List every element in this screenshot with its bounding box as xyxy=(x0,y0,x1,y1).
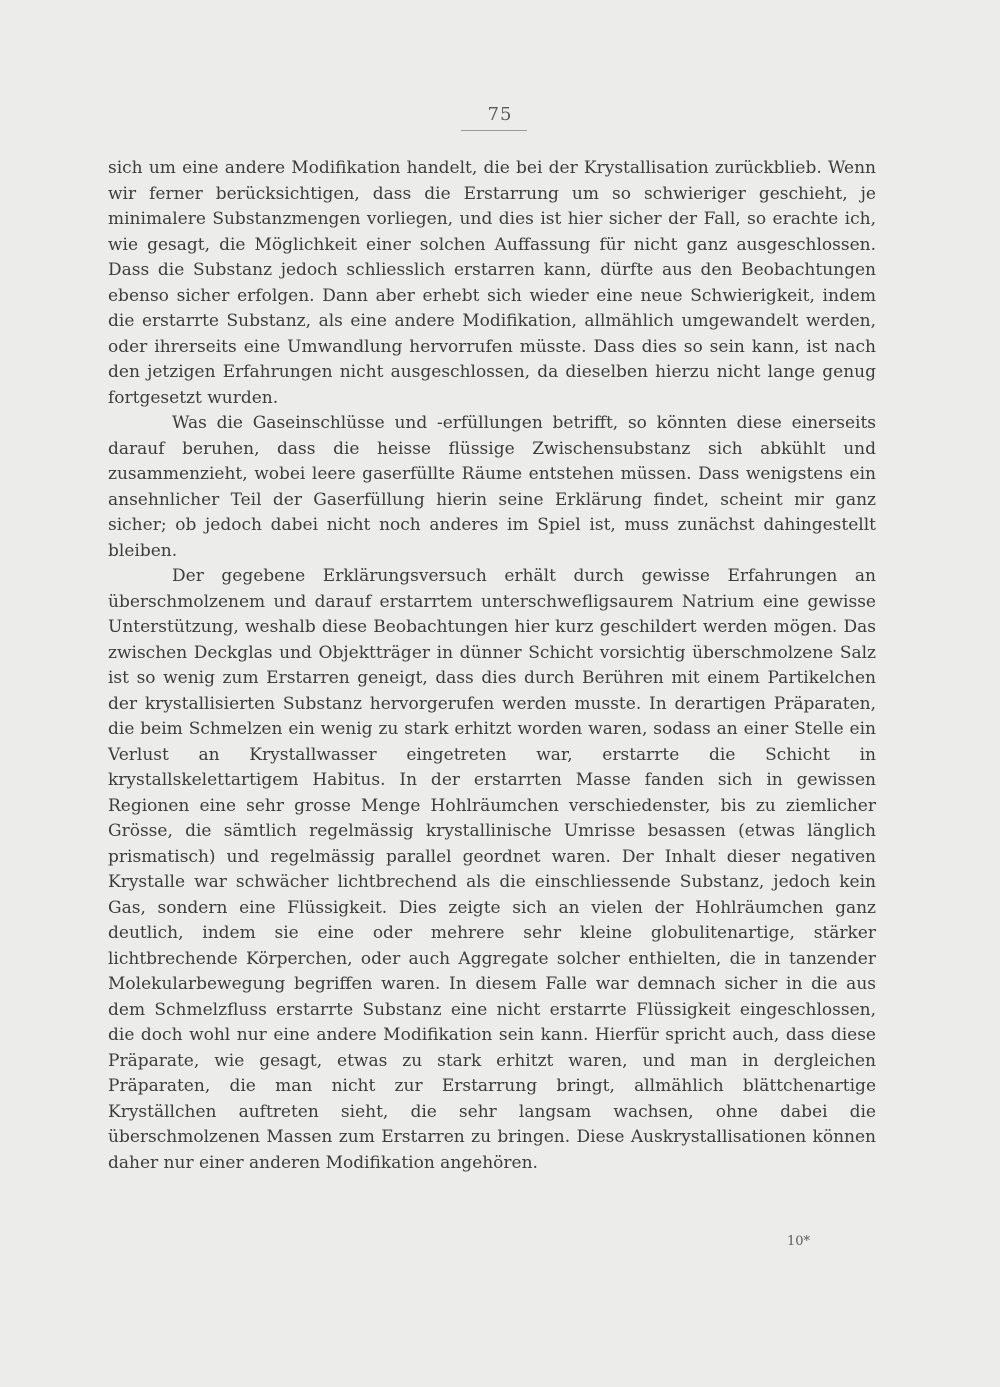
paragraph-2: Was die Gaseinschlüsse und -erfüllungen betrifft, so könnten diese einerseits darauf beruhen, dass die heisse flüssige Zwischensubstanz sich abkühlt und zusammenzieht, wobei leere gaserfüllte Räume entstehen müssen. Dass wenigstens ein ansehnlicher Teil der Gaserfüllung hierin seine Erklärung findet, scheint mir ganz sicher; ob jedoch dabei nicht noch anderes im Spiel ist, muss zunächst dahingestellt bleiben. xyxy=(108,413,876,561)
body-text xyxy=(108,156,876,1176)
signature-mark: 10* xyxy=(787,1234,811,1249)
paragraph-1: sich um eine andere Modifikation handelt, die bei der Krystallisation zurückblieb. Wenn wir ferner berücksichtigen, dass die Erstarrung um so schwieriger geschieht, je minimalere Substanzmengen vorliegen, und dies ist hier sicher der Fall, so erachte ich, wie gesagt, die Möglichkeit einer solchen Auffassung für nicht ganz ausgeschlossen. Dass die Substanz jedoch schliesslich erstarren kann, dürfte aus den Beobachtungen ebenso sicher erfolgen. Dann aber erhebt sich wieder eine neue Schwierigkeit, indem die erstarrte Substanz, als eine andere Modifikation, allmählich umgewandelt werden, oder ihrerseits eine Umwandlung hervorrufen müsste. Dass dies so sein kann, ist nach den jetzigen Erfahrungen nicht ausgeschlossen, da dieselben hierzu nicht lange genug fortgesetzt wurden. xyxy=(108,158,876,408)
header-rule xyxy=(461,130,527,131)
paragraph-3: Der gegebene Erklärungsversuch erhält durch gewisse Erfahrungen an überschmolzenem und darauf erstarrtem unterschwefligsaurem Natrium eine gewisse Unterstützung, weshalb diese Beobachtungen hier kurz geschildert werden mögen. Das zwischen Deckglas und Objektträger in dünner Schicht vorsichtig überschmolzene Salz ist so wenig zum Erstarren geneigt, dass dies durch Berühren mit einem Partikelchen der krystallisierten Substanz hervorgerufen werden musste. In derartigen Präparaten, die beim Schmelzen ein wenig zu stark erhitzt worden waren, sodass an einer Stelle ein Verlust an Krystallwasser eingetreten war, erstarrte die Schicht in krystallskelettartigem Habitus. In der erstarrten Masse fanden sich in gewissen Regionen eine sehr grosse Menge Hohlräumchen verschiedenster, bis zu ziemlicher Grösse, die sämtlich regelmässig krystallinische Umrisse besassen (etwas länglich prismatisch) und regelmässig parallel geordnet waren. Der Inhalt dieser negativen Krystalle war schwächer lichtbrechend als die einschliessende Substanz, jedoch kein Gas, sondern eine Flüssigkeit. Dies zeigte sich an vielen der Hohlräumchen ganz deutlich, indem sie eine oder mehrere sehr kleine globulitenartige, stärker lichtbrechende Körperchen, oder auch Aggregate solcher enthielten, die in tanzender Molekularbewegung begriffen waren. In diesem Falle war demnach sicher in die aus dem Schmelzfluss erstarrte Substanz eine nicht erstarrte Flüssigkeit eingeschlossen, die doch wohl nur eine andere Modifikation sein kann. Hierfür spricht auch, dass diese Präparate, wie gesagt, etwas zu stark erhitzt waren, und man in dergleichen Präparaten, die man nicht zur Erstarrung bringt, allmählich blättchenartige Kryställchen auftreten sieht, die sehr langsam wachsen, ohne dabei die überschmolzenen Massen zum Erstarren zu bringen. Diese Auskrystallisationen können daher nur einer anderen Modifikation angehören. xyxy=(108,566,876,1173)
page-number: 75 xyxy=(487,104,513,125)
